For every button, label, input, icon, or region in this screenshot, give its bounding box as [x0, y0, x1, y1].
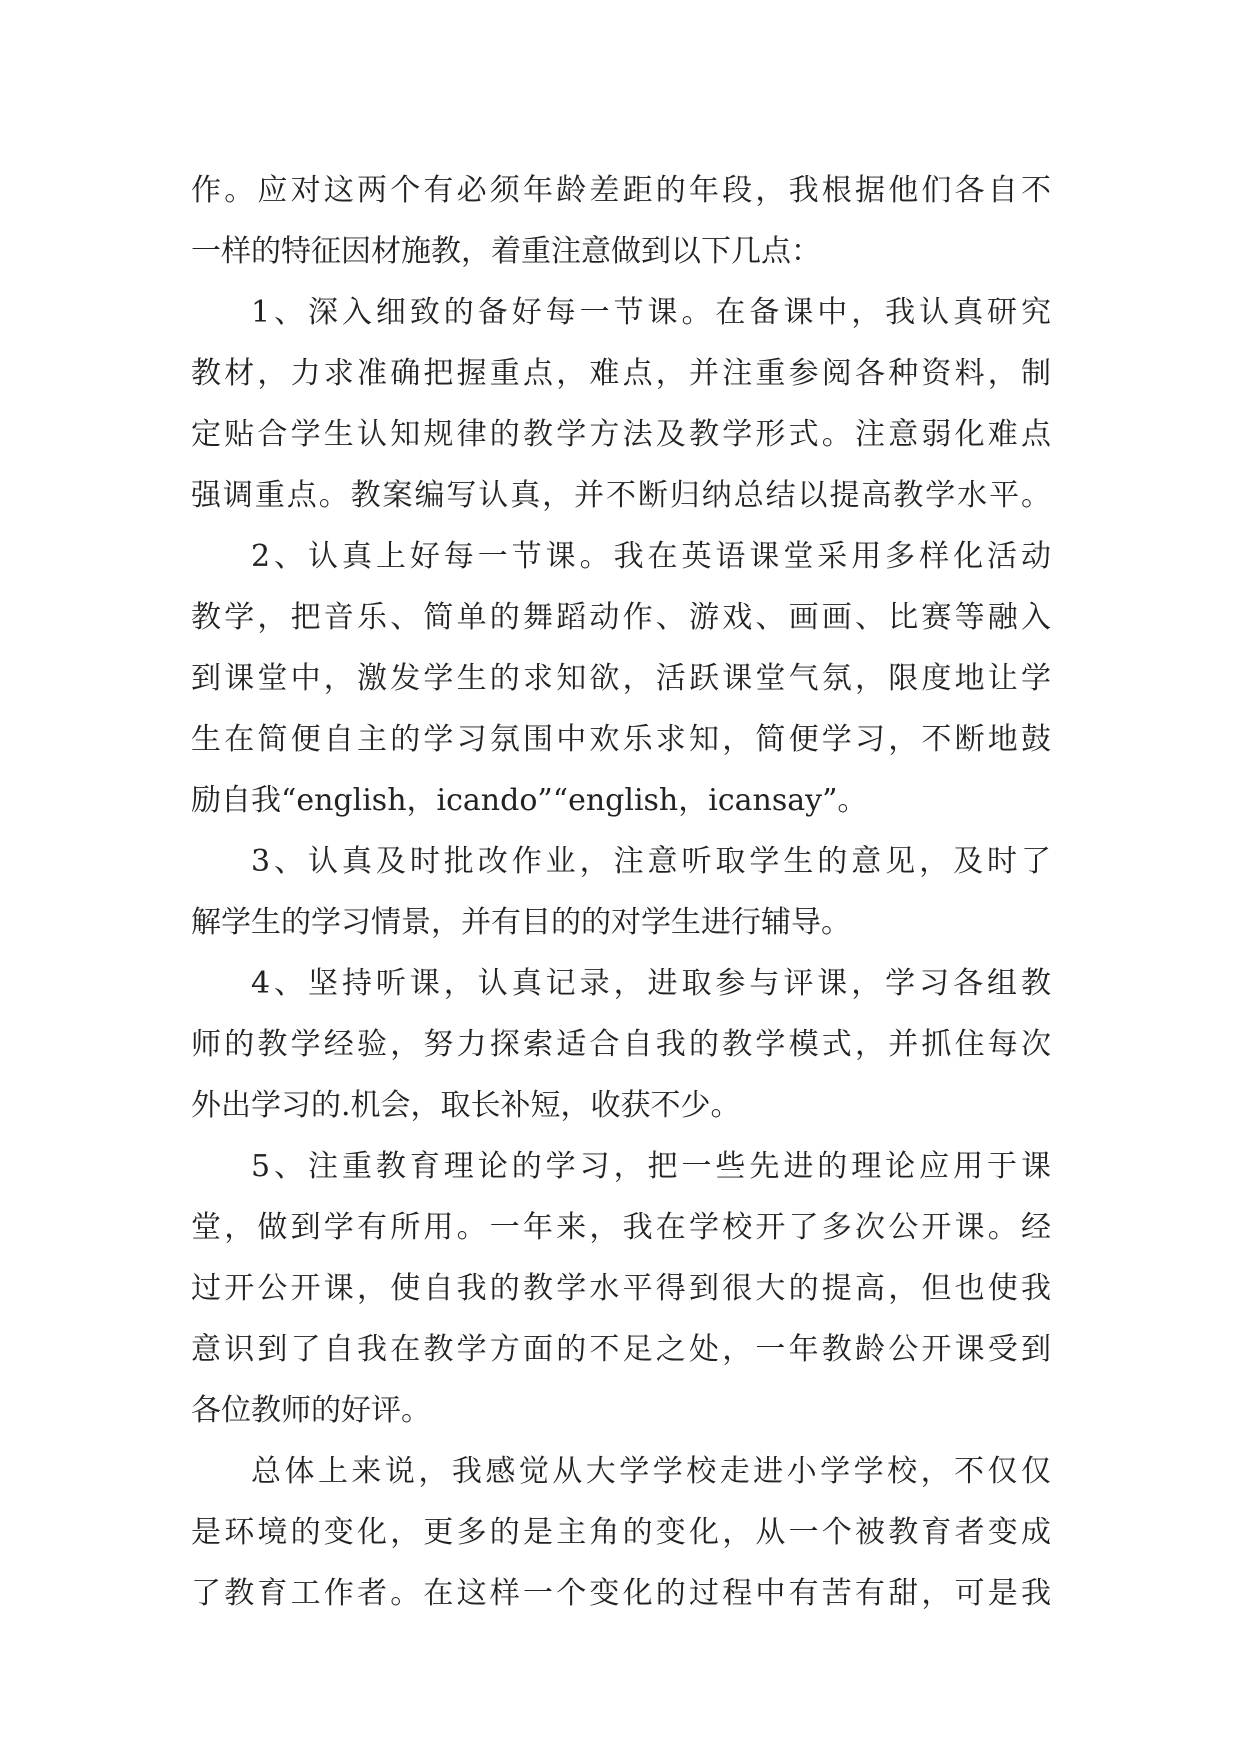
- text-line: 总体上来说，我感觉从大学学校走进小学学校，不仅仅: [251, 1454, 1051, 1489]
- text-line: 各位教师的好评。: [191, 1393, 431, 1428]
- text-line: 师的教学经验，努力探索适合自我的教学模式，并抓住每次: [191, 1027, 1051, 1062]
- text-line: 教学，把音乐、简单的舞蹈动作、游戏、画画、比赛等融入: [191, 600, 1051, 635]
- text-line: 生在简便自主的学习氛围中欢乐求知，简便学习，不断地鼓: [191, 722, 1051, 757]
- text-line: 堂，做到学有所用。一年来，我在学校开了多次公开课。经: [191, 1210, 1051, 1245]
- text-line: 意识到了自我在教学方面的不足之处，一年教龄公开课受到: [191, 1332, 1051, 1367]
- paragraph-summary: [191, 1441, 1051, 1624]
- text-line: 一样的特征因材施教，着重注意做到以下几点：: [191, 234, 821, 269]
- text-line: 过开公开课，使自我的教学水平得到很大的提高，但也使我: [191, 1271, 1051, 1306]
- text-line: 3、认真及时批改作业，注意听取学生的意见，及时了: [251, 844, 1051, 879]
- text-line: 到课堂中，激发学生的求知欲，活跃课堂气氛，限度地让学: [191, 661, 1051, 696]
- text-line: 解学生的学习情景，并有目的的对学生进行辅导。: [191, 905, 851, 940]
- paragraph-point-5: [191, 1136, 1051, 1441]
- text-line: 外出学习的.机会，取长补短，收获不少。: [191, 1088, 741, 1123]
- text-line: 4、坚持听课，认真记录，进取参与评课，学习各组教: [251, 966, 1051, 1001]
- paragraph-point-1: [191, 282, 1051, 526]
- text-line: 1、深入细致的备好每一节课。在备课中，我认真研究: [251, 295, 1051, 330]
- text-line: 了教育工作者。在这样一个变化的过程中有苦有甜，可是我: [191, 1576, 1051, 1611]
- paragraph-point-2: [191, 526, 1051, 831]
- text-line: 是环境的变化，更多的是主角的变化，从一个被教育者变成: [191, 1515, 1051, 1550]
- text-line: 作。应对这两个有必须年龄差距的年段，我根据他们各自不: [191, 173, 1051, 208]
- paragraph-point-4: [191, 953, 1051, 1136]
- paragraph-continuation: [191, 160, 1051, 282]
- document-body: [191, 160, 1051, 1624]
- text-line: 励自我“english，icando”“english，icansay”。: [191, 783, 868, 818]
- paragraph-point-3: [191, 831, 1051, 953]
- text-line: 5、注重教育理论的学习，把一些先进的理论应用于课: [251, 1149, 1051, 1184]
- text-line: 教材，力求准确把握重点，难点，并注重参阅各种资料，制: [191, 356, 1051, 391]
- text-line: 2、认真上好每一节课。我在英语课堂采用多样化活动: [251, 539, 1051, 574]
- text-line: 定贴合学生认知规律的教学方法及教学形式。注意弱化难点: [191, 417, 1051, 452]
- text-line: 强调重点。教案编写认真，并不断归纳总结以提高教学水平。: [191, 478, 1051, 513]
